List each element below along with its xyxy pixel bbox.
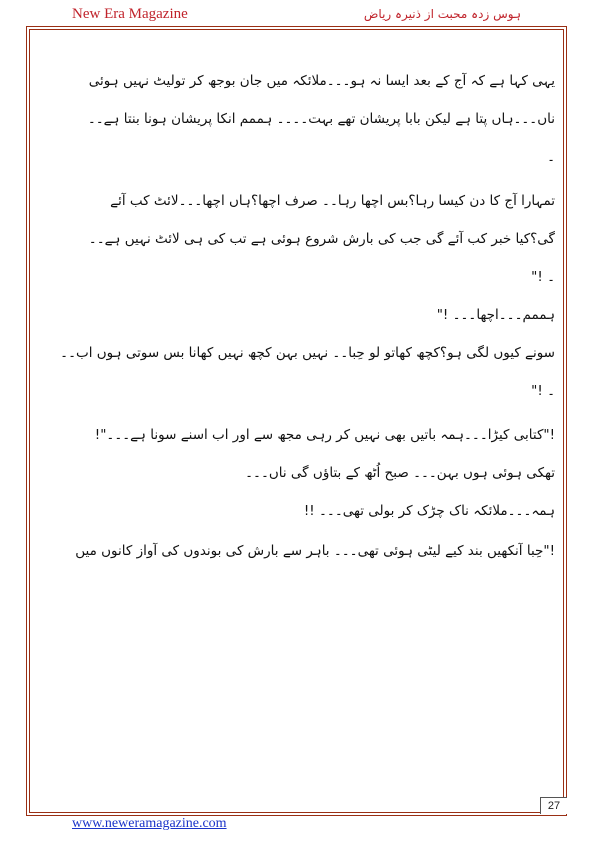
page-number: 27 bbox=[540, 797, 567, 814]
story-line: ہممم۔۔۔اچھا۔۔۔ !" bbox=[436, 307, 555, 323]
story-line: سونے کیوں لگی ہو؟کچھ کھاتو لو حِبا۔۔ نہیں بہن کچھ نہیں کھانا بس سوتی ہوں اب۔۔ bbox=[60, 345, 555, 361]
story-line: !"حِبا آنکھیں بند کیے لیٹی ہوئی تھی۔۔۔ باہر سے بارش کی بوندوں کی آواز کانوں میں bbox=[75, 543, 555, 559]
novel-title: ہوس زدہ محبت از ذنیرہ ریاض bbox=[363, 7, 521, 21]
story-line: ۔ !" bbox=[531, 383, 555, 399]
story-line: یہی کہا ہے کہ آج کے بعد ایسا نہ ہو۔۔۔ملائکہ میں جان بوجھ کر تولیٹ نہیں ہوئی bbox=[88, 73, 555, 89]
story-paragraph bbox=[40, 304, 555, 326]
story-line: گی؟کیا خبر کب آئے گی جب کی بارش شروع ہوئی ہے تب کی ہی لائٹ نہیں ہے۔۔ bbox=[88, 231, 555, 247]
story-paragraph bbox=[40, 70, 555, 168]
story-paragraph bbox=[40, 540, 555, 562]
story-line: تمہارا آج کا دن کیسا رہا؟بس اچھا رہا۔۔ صرف اچھا؟ہاں اچھا۔۔۔لائٹ کب آئے bbox=[110, 193, 555, 209]
story-line: !"کتابی کیڑا۔۔۔ہمہ باتیں بھی نہیں کر رہی مجھ سے اور اب اسنے سونا ہے۔۔۔"! bbox=[94, 427, 555, 443]
footer-website-link[interactable]: www.neweramagazine.com bbox=[72, 816, 227, 831]
story-paragraph bbox=[40, 342, 555, 402]
story-line: ۔ bbox=[547, 149, 555, 165]
story-line: ناں۔۔۔ہاں پتا ہے لیکن بابا پریشان تھے بہت۔۔۔۔ ہممم انکا پریشان ہونا بنتا ہے۔۔ bbox=[87, 111, 555, 127]
story-paragraph bbox=[40, 190, 555, 288]
story-body bbox=[40, 54, 555, 578]
story-line: تھکی ہوئی ہوں بہن۔۔۔ صبح اُٹھ کے بتاؤں گی ناں۔۔۔ bbox=[245, 465, 555, 481]
magazine-name: New Era Magazine bbox=[72, 6, 188, 22]
story-paragraph bbox=[40, 500, 555, 522]
story-paragraph bbox=[40, 424, 555, 484]
story-line: ۔ !" bbox=[531, 269, 555, 285]
story-line: ہمہ۔۔۔ملائکہ ناک چڑک کر بولی تھی۔۔۔ !! bbox=[303, 503, 555, 519]
